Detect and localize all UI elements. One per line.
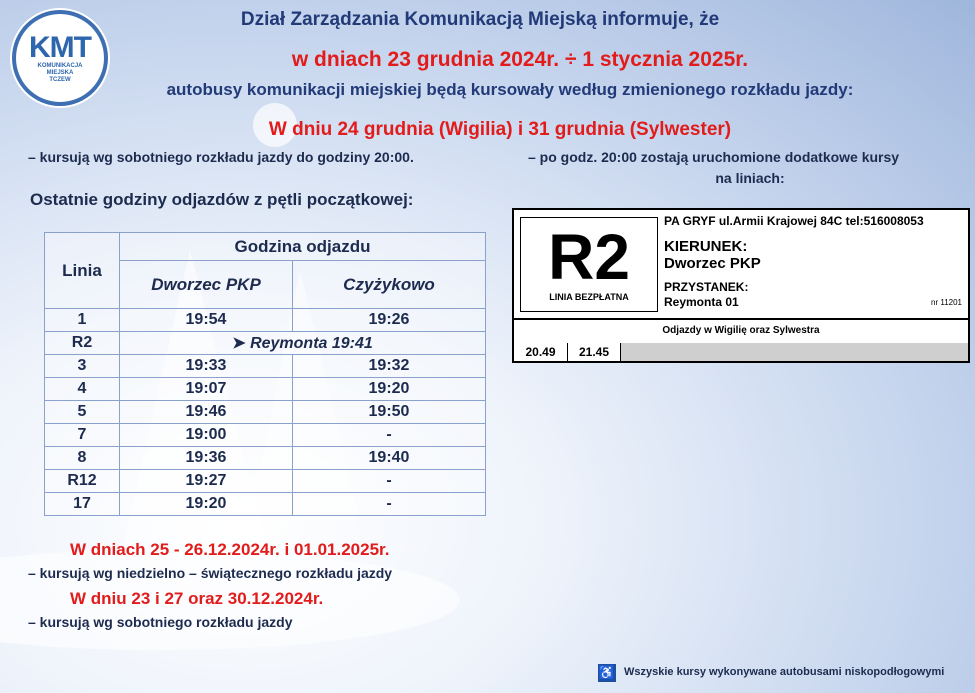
board-direction: Dworzec PKP xyxy=(664,255,761,272)
table-row xyxy=(45,309,486,332)
section3-note: – kursują wg sobotniego rozkładu jazdy xyxy=(28,614,293,630)
table-row xyxy=(45,493,486,516)
logo-sub-2: MIEJSKA xyxy=(46,69,74,76)
row-line: R2 xyxy=(45,332,120,355)
footer-text: Wszyskie kursy wykonywane autobusami niskopodłogowymi xyxy=(624,666,945,678)
arrow-icon: ➤ xyxy=(232,335,246,352)
row-merged-text: Reymonta 19:41 xyxy=(250,335,373,352)
row-line: 1 xyxy=(45,309,120,332)
table-row xyxy=(45,424,486,447)
row-czy: 19:32 xyxy=(293,355,486,378)
row-czy: 19:20 xyxy=(293,378,486,401)
row-pkp: 19:33 xyxy=(120,355,293,378)
wheelchair-icon: ♿ xyxy=(598,665,616,680)
row-pkp: 19:27 xyxy=(120,470,293,493)
logo-sub-3: TCZEW xyxy=(49,76,71,83)
row-line: 5 xyxy=(45,401,120,424)
row-line: 8 xyxy=(45,447,120,470)
header-line-1: Dział Zarządzania Komunikacją Miejską informuje, że xyxy=(240,9,720,30)
logo-text: KMT xyxy=(29,30,91,64)
board-departures xyxy=(514,343,968,361)
col-group-header: Godzina odjazdu xyxy=(120,233,486,261)
row-line: R12 xyxy=(45,470,120,493)
row-czy: 19:26 xyxy=(293,309,486,332)
departures-table xyxy=(44,232,486,516)
header-line-3: autobusy komunikacji miejskiej będą kursowały według zmienionego rozkładu jazdy: xyxy=(166,80,854,99)
col-pkp-header: Dworzec PKP xyxy=(120,261,293,309)
section2-title: W dniach 25 - 26.12.2024r. i 01.01.2025r. xyxy=(70,540,390,559)
last-departures-heading: Ostatnie godziny odjazdów z pętli początkowej: xyxy=(30,190,414,209)
col-czy-header: Czyżykowo xyxy=(293,261,486,309)
row-line: 17 xyxy=(45,493,120,516)
board-strip: Odjazdy w Wigilię oraz Sylwestra xyxy=(514,318,968,345)
row-czy: - xyxy=(293,493,486,516)
row-merged xyxy=(120,332,486,355)
row-line: 7 xyxy=(45,424,120,447)
row-line: 3 xyxy=(45,355,120,378)
row-pkp: 19:54 xyxy=(120,309,293,332)
board-stop-label: PRZYSTANEK: xyxy=(664,280,749,294)
section3-title: W dniu 23 i 27 oraz 30.12.2024r. xyxy=(70,589,324,608)
table-row xyxy=(45,332,486,355)
line-code-box xyxy=(520,217,658,312)
section1-title: W dniu 24 grudnia (Wigilia) i 31 grudnia (Sylwester) xyxy=(268,119,732,140)
board-operator: PA GRYF ul.Armii Krajowej 84C tel:516008053 xyxy=(664,214,924,228)
row-czy: - xyxy=(293,470,486,493)
row-pkp: 19:00 xyxy=(120,424,293,447)
board-direction-label: KIERUNEK: xyxy=(664,238,748,255)
section1-left-note: – kursują wg sobotniego rozkładu jazdy do godziny 20:00. xyxy=(28,149,414,165)
logo-sub-1: KOMUNIKACJA xyxy=(37,62,83,69)
header-line-2: w dniach 23 grudnia 2024r. ÷ 1 stycznia 2025r. xyxy=(291,48,749,71)
row-pkp: 19:46 xyxy=(120,401,293,424)
departure-time: 20.49 xyxy=(514,343,568,361)
table-row xyxy=(45,401,486,424)
row-pkp: 19:36 xyxy=(120,447,293,470)
row-czy: 19:50 xyxy=(293,401,486,424)
section2-note: – kursują wg niedzielno – świątecznego rozkładu jazdy xyxy=(28,565,393,581)
row-czy: 19:40 xyxy=(293,447,486,470)
section1-right-note-2: na liniach: xyxy=(715,170,785,186)
table-row xyxy=(45,447,486,470)
table-row xyxy=(45,378,486,401)
kmt-logo xyxy=(16,14,104,102)
line-free-label: LINIA BEZPŁATNA xyxy=(549,292,629,302)
row-pkp: 19:20 xyxy=(120,493,293,516)
row-czy: - xyxy=(293,424,486,447)
row-pkp: 19:07 xyxy=(120,378,293,401)
table-row xyxy=(45,470,486,493)
bus-stop-board xyxy=(512,208,970,363)
section1-right-note-1: – po godz. 20:00 zostają uruchomione dodatkowe kursy xyxy=(528,149,900,165)
row-line: 4 xyxy=(45,378,120,401)
col-line-header: Linia xyxy=(45,233,120,309)
board-stop: Reymonta 01 xyxy=(664,295,739,309)
line-code: R2 xyxy=(548,221,630,293)
board-number: nr 11201 xyxy=(931,298,962,307)
table-row xyxy=(45,355,486,378)
departure-time: 21.45 xyxy=(568,343,621,361)
